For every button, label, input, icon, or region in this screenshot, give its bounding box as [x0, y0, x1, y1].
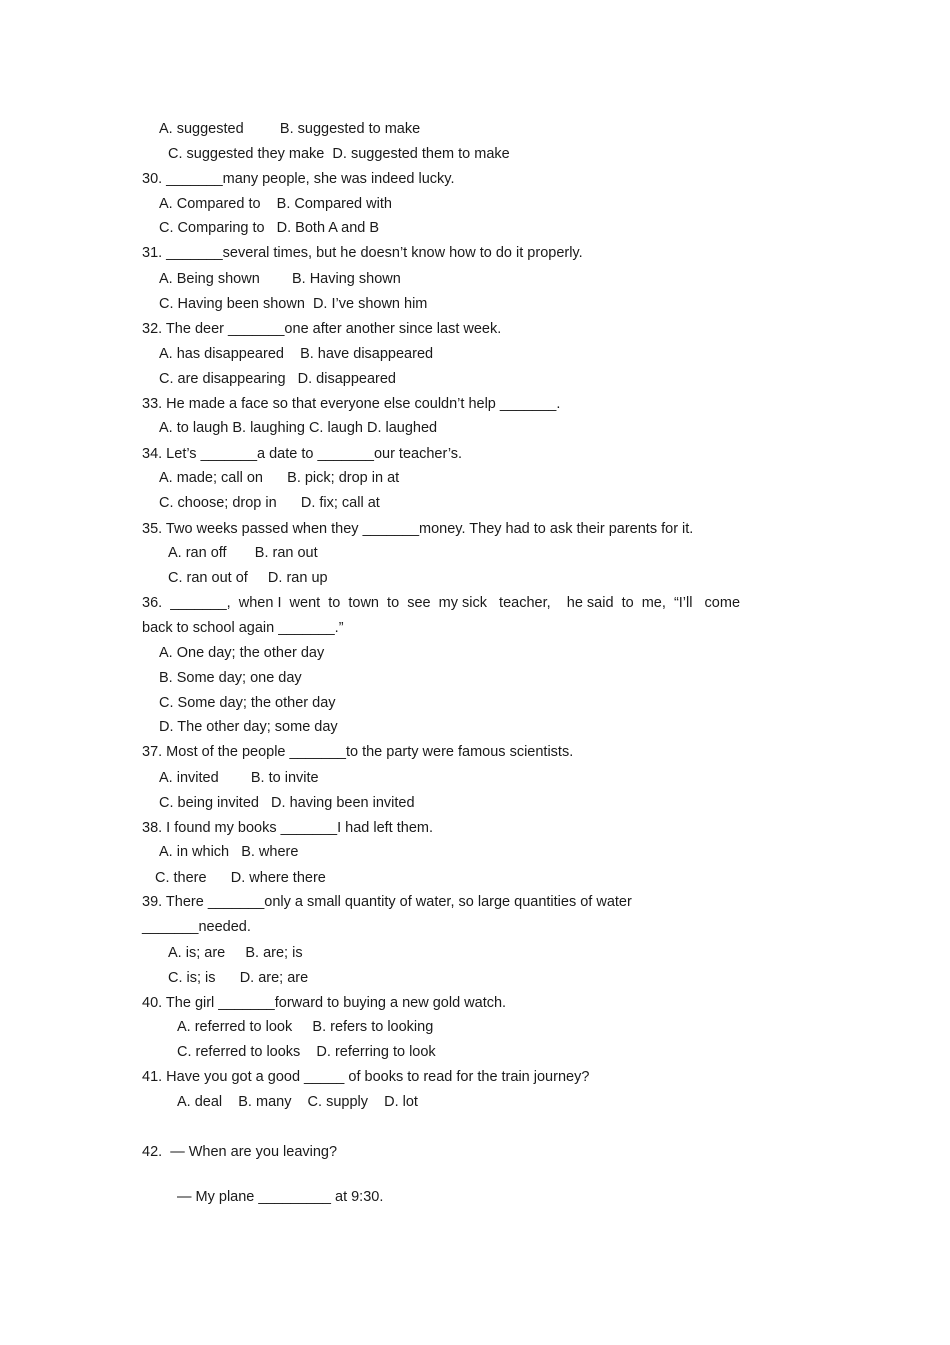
q29-options-ab: A. suggested B. suggested to make	[159, 121, 421, 137]
q40-options-ab: A. referred to look B. refers to looking	[177, 1019, 434, 1035]
q36-question-line1: 36. _______, when I went to town to see my sick teacher, he said to me, “I’ll come	[142, 595, 741, 611]
q32-question: 32. The deer _______one after another since last week.	[142, 321, 502, 337]
q31-options-ab: A. Being shown B. Having shown	[159, 271, 401, 287]
q42-question: 42. — When are you leaving?	[142, 1144, 338, 1160]
q32-options-ab: A. has disappeared B. have disappeared	[159, 346, 434, 362]
q37-question: 37. Most of the people _______to the party were famous scientists.	[142, 744, 574, 760]
q30-question: 30. _______many people, she was indeed lucky.	[142, 171, 455, 187]
q31-question: 31. _______several times, but he doesn’t know how to do it properly.	[142, 245, 583, 261]
q36-option-c: C. Some day; the other day	[159, 695, 336, 711]
q33-options: A. to laugh B. laughing C. laugh D. laughed	[159, 420, 438, 436]
q37-options-cd: C. being invited D. having been invited	[159, 795, 415, 811]
q41-question: 41. Have you got a good _____ of books to read for the train journey?	[142, 1069, 590, 1085]
q35-options-ab: A. ran off B. ran out	[168, 545, 318, 561]
q39-options-ab: A. is; are B. are; is	[168, 945, 303, 961]
q41-options: A. deal B. many C. supply D. lot	[177, 1094, 418, 1110]
q33-question: 33. He made a face so that everyone else couldn’t help _______.	[142, 396, 561, 412]
q38-options-cd: C. there D. where there	[155, 870, 326, 886]
q36-option-d: D. The other day; some day	[159, 719, 338, 735]
q30-options-cd: C. Comparing to D. Both A and B	[159, 220, 380, 236]
q39-options-cd: C. is; is D. are; are	[168, 970, 309, 986]
q39-question-line1: 39. There _______only a small quantity of water, so large quantities of water	[142, 894, 632, 910]
q34-question: 34. Let’s _______a date to _______our teacher’s.	[142, 446, 463, 462]
q39-question-line2: _______needed.	[142, 919, 251, 935]
q36-option-a: A. One day; the other day	[159, 645, 325, 661]
q40-question: 40. The girl _______forward to buying a new gold watch.	[142, 995, 507, 1011]
q36-question-line2: back to school again _______.”	[142, 620, 344, 636]
q40-options-cd: C. referred to looks D. referring to look	[177, 1044, 436, 1060]
q42-reply: — My plane _________ at 9:30.	[177, 1189, 384, 1205]
q31-options-cd: C. Having been shown D. I’ve shown him	[159, 296, 428, 312]
q38-question: 38. I found my books _______I had left them.	[142, 820, 433, 836]
q34-options-ab: A. made; call on B. pick; drop in at	[159, 470, 400, 486]
q38-options-ab: A. in which B. where	[159, 844, 299, 860]
q35-options-cd: C. ran out of D. ran up	[168, 570, 328, 586]
q32-options-cd: C. are disappearing D. disappeared	[159, 371, 396, 387]
q36-option-b: B. Some day; one day	[159, 670, 302, 686]
q35-question: 35. Two weeks passed when they _______money. They had to ask their parents for it.	[142, 521, 694, 537]
q37-options-ab: A. invited B. to invite	[159, 770, 319, 786]
q34-options-cd: C. choose; drop in D. fix; call at	[159, 495, 380, 511]
q29-options-cd: C. suggested they make D. suggested them to make	[168, 146, 510, 162]
q30-options-ab: A. Compared to B. Compared with	[159, 196, 392, 212]
